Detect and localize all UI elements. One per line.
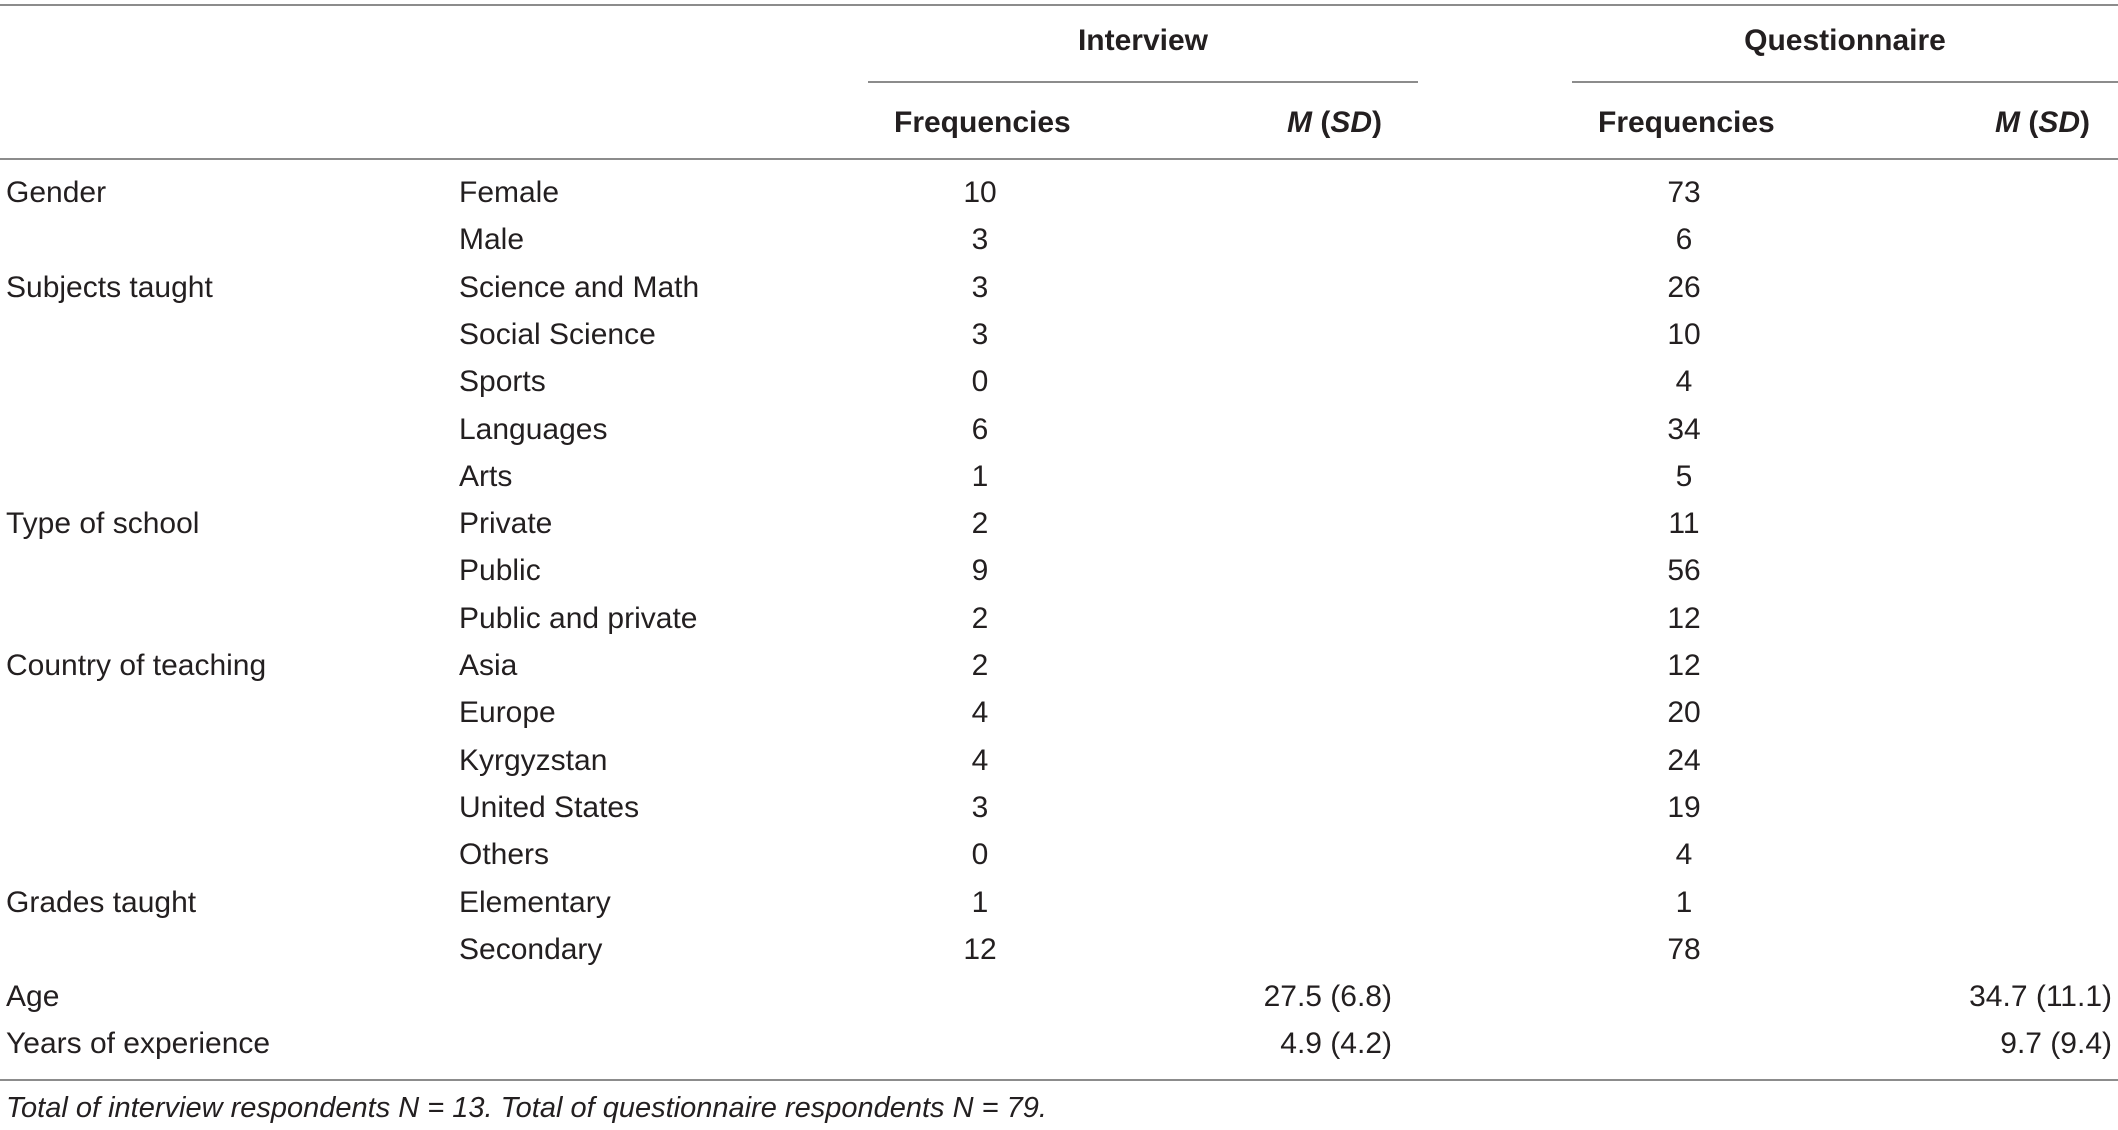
bottom-rule [0, 1079, 2118, 1081]
row-questionnaire-frequency: 12 [1667, 649, 1701, 682]
row-interview-frequency: 2 [971, 649, 989, 682]
row-interview-frequency: 4 [971, 696, 989, 730]
row-questionnaire-msd: 34.7 (11.1) [1969, 980, 2112, 1014]
row-questionnaire-frequency: 19 [1667, 790, 1701, 824]
row-questionnaire-frequency: 1 [1675, 885, 1693, 919]
row-questionnaire-frequency: 24 [1667, 743, 1701, 777]
row-subcategory: Others [459, 838, 550, 872]
row-questionnaire-msd: 9.7 (9.4) [2000, 1027, 2112, 1061]
questionnaire-group-underline [1572, 81, 2118, 83]
row-interview-frequency: 12 [963, 932, 997, 966]
m-label: M [1286, 106, 1312, 139]
row-subcategory: Europe [459, 696, 556, 730]
row-interview-frequency: 2 [971, 601, 989, 635]
row-interview-frequency: 3 [971, 790, 989, 824]
row-category: Type of school [6, 507, 200, 541]
row-questionnaire-frequency: 26 [1667, 270, 1701, 304]
row-interview-frequency: 1 [971, 459, 989, 493]
questionnaire-msd-header [1900, 105, 2090, 141]
row-interview-frequency: 0 [971, 365, 989, 399]
interview-group-underline [868, 81, 1418, 83]
row-questionnaire-frequency: 6 [1675, 223, 1693, 257]
row-subcategory: Private [459, 507, 553, 541]
row-interview-frequency: 2 [971, 507, 989, 541]
row-questionnaire-frequency: 20 [1667, 696, 1701, 730]
row-interview-frequency: 6 [971, 412, 989, 446]
sd-label: SD [2038, 106, 2080, 139]
row-category: Subjects taught [6, 270, 213, 304]
row-category: Grades taught [6, 885, 197, 919]
row-subcategory: Arts [459, 459, 513, 493]
row-category: Gender [6, 176, 107, 209]
row-interview-frequency: 3 [971, 223, 989, 257]
row-subcategory: Science and Math [459, 270, 700, 304]
row-questionnaire-frequency: 12 [1667, 601, 1701, 635]
table-footnote: Total of interview respondents N = 13. Total of questionnaire respondents N = 79. [6, 1092, 1047, 1124]
row-subcategory: Elementary [459, 885, 611, 919]
paren-close: ) [2080, 106, 2090, 139]
interview-group-header: Interview [1077, 24, 1209, 57]
row-questionnaire-frequency: 56 [1667, 554, 1701, 588]
row-interview-frequency: 1 [971, 885, 989, 919]
row-questionnaire-frequency: 34 [1667, 412, 1701, 446]
interview-msd-header [1200, 105, 1382, 141]
row-category: Country of teaching [6, 649, 267, 682]
paren-open: ( [1311, 106, 1331, 139]
row-subcategory: Kyrgyzstan [459, 743, 608, 777]
row-category: Age [6, 980, 60, 1014]
row-subcategory: Sports [459, 365, 546, 399]
questionnaire-group-header: Questionnaire [1744, 24, 1946, 57]
row-interview-frequency: 3 [971, 270, 989, 304]
row-interview-frequency: 10 [963, 176, 997, 209]
row-interview-msd: 27.5 (6.8) [1263, 980, 1392, 1014]
sd-label: SD [1330, 106, 1372, 139]
row-subcategory: Male [459, 223, 525, 257]
row-questionnaire-frequency: 4 [1675, 365, 1693, 399]
row-questionnaire-frequency: 73 [1667, 176, 1701, 209]
paren-open: ( [2019, 106, 2039, 139]
row-subcategory: Languages [459, 412, 608, 446]
row-questionnaire-frequency: 4 [1675, 838, 1693, 872]
row-subcategory: Asia [459, 649, 518, 682]
row-subcategory: Secondary [459, 932, 603, 966]
questionnaire-frequencies-header: Frequencies [1598, 106, 1775, 139]
row-subcategory: Public and private [459, 601, 698, 635]
row-questionnaire-frequency: 11 [1668, 507, 1700, 541]
interview-frequencies-header: Frequencies [894, 106, 1071, 139]
row-subcategory: Public [459, 554, 541, 588]
paren-close: ) [1372, 106, 1382, 139]
row-interview-frequency: 3 [971, 317, 989, 351]
m-label: M [1994, 106, 2020, 139]
row-questionnaire-frequency: 78 [1667, 932, 1701, 966]
header-rule [0, 158, 2118, 160]
row-subcategory: Social Science [459, 317, 656, 351]
row-interview-msd: 4.9 (4.2) [1280, 1027, 1392, 1061]
row-questionnaire-frequency: 10 [1667, 317, 1701, 351]
row-interview-frequency: 0 [971, 838, 989, 872]
row-interview-frequency: 4 [971, 743, 989, 777]
row-interview-frequency: 9 [971, 554, 989, 588]
row-questionnaire-frequency: 5 [1675, 459, 1693, 493]
row-subcategory: Female [459, 176, 560, 209]
row-subcategory: United States [459, 790, 640, 824]
top-rule [0, 4, 2118, 6]
row-category: Years of experience [6, 1027, 271, 1061]
